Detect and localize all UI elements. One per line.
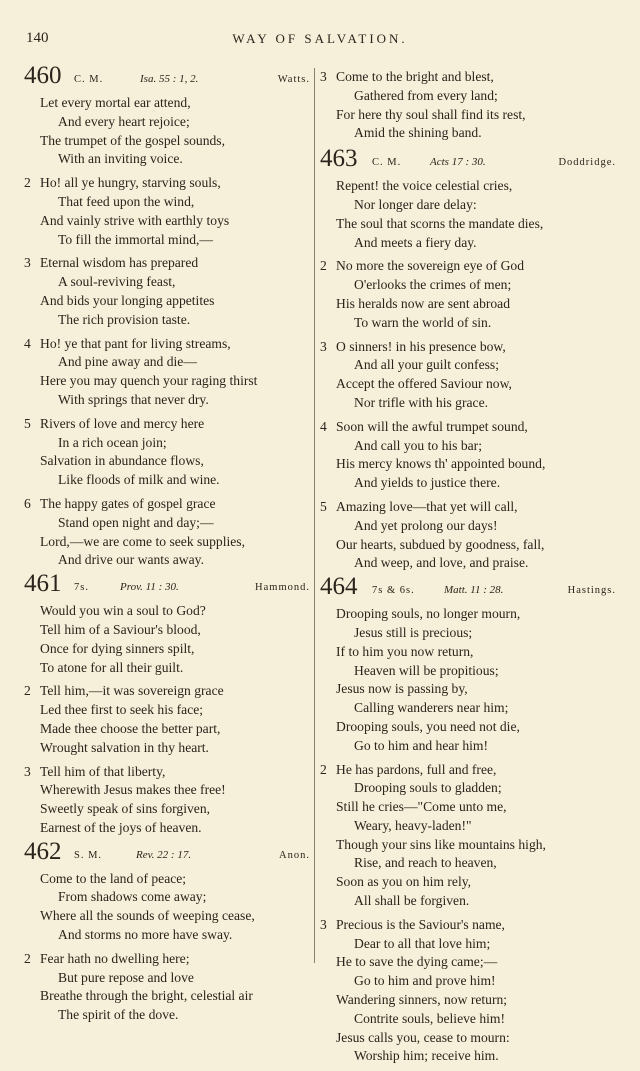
stanza-number: 2	[320, 258, 327, 274]
verse-line: O'erlooks the crimes of men;	[354, 277, 512, 293]
verse-line: Go to him and hear him!	[354, 737, 489, 753]
verse-line: His mercy knows th' appointed bound,	[336, 456, 546, 472]
verse-line: Rise, and reach to heaven,	[354, 855, 497, 871]
stanza	[320, 338, 616, 413]
verse-line: Stand open night and day;—	[58, 514, 214, 530]
right-column	[320, 68, 616, 1071]
stanza	[320, 177, 616, 252]
stanza	[320, 916, 616, 1066]
verse-line: Sweetly speak of sins forgiven,	[40, 801, 211, 817]
verse-line: And storms no more have sway.	[58, 927, 233, 943]
hymn-header	[320, 573, 616, 605]
verse-line: Worship him; receive him.	[354, 1048, 499, 1064]
verse-line: Earnest of the joys of heaven.	[40, 819, 202, 835]
verse-line: Wherewith Jesus makes thee free!	[40, 782, 226, 798]
hymn-meter: S. M.	[74, 849, 103, 861]
verse-line: And all your guilt confess;	[354, 357, 499, 373]
verse-line: Wrought salvation in thy heart.	[40, 739, 209, 755]
verse-line: 2 Ho! all ye hungry, starving souls,	[24, 174, 310, 193]
verse-line: Breathe through the bright, celestial air	[40, 988, 253, 1004]
hymn-463	[320, 145, 616, 573]
hymn-author: Hastings.	[567, 585, 616, 597]
verse-line: And pine away and die—	[58, 354, 197, 370]
verse-line: Tell him of a Saviour's blood,	[40, 621, 201, 637]
verse-line: 5 Rivers of love and mercy here	[24, 415, 310, 434]
hymn-464	[320, 573, 616, 1066]
stanza-number: 5	[24, 415, 31, 431]
scripture-reference: Isa. 55 : 1, 2.	[140, 73, 199, 85]
stanza	[320, 418, 616, 493]
stanza	[24, 602, 310, 677]
verse-line: Repent! the voice celestial cries,	[336, 178, 513, 194]
stanza-number: 3	[24, 763, 31, 779]
verse-line: The trumpet of the gospel sounds,	[40, 132, 225, 148]
verse-line: Let every mortal ear attend,	[40, 95, 191, 110]
verse-line: 4 Soon will the awful trumpet sound,	[320, 418, 616, 437]
hymn-number: 460	[24, 62, 62, 89]
verse-line: A soul-reviving feast,	[58, 274, 176, 290]
verse-line: Nor trifle with his grace.	[354, 394, 489, 410]
stanza-number: 2	[320, 761, 327, 777]
verse-line: And call you to his bar;	[354, 437, 482, 453]
verse-line: 3 O sinners! in his presence bow,	[320, 338, 616, 357]
verse-line: 5 Amazing love—that yet will call,	[320, 498, 616, 517]
verse-line: Salvation in abundance flows,	[40, 453, 204, 469]
verse-line: And vainly strive with earthly toys	[40, 212, 230, 228]
verse-line: And drive our wants away.	[58, 552, 204, 568]
verse-line: And every heart rejoice;	[58, 113, 190, 129]
hymn-author: Watts.	[277, 74, 310, 85]
stanza-number: 3	[320, 916, 327, 932]
stanza	[320, 605, 616, 755]
verse-line: 2 Fear hath no dwelling here;	[24, 950, 310, 969]
stanza-number: 4	[24, 335, 31, 351]
hymn-number: 462	[24, 837, 62, 865]
hymn-meter: C. M.	[74, 74, 104, 85]
verse-line: Jesus calls you, cease to mourn:	[336, 1029, 510, 1045]
column-divider	[314, 68, 315, 963]
stanza-number: 3	[24, 255, 31, 271]
verse-line: And yet prolong our days!	[354, 517, 498, 533]
verse-line: With springs that never dry.	[58, 391, 209, 407]
stanza	[24, 254, 310, 329]
hymn-header	[320, 145, 616, 177]
stanza	[320, 498, 616, 573]
verse-line: Go to him and prove him!	[354, 973, 496, 989]
verse-line: Still he cries—"Come unto me,	[336, 799, 507, 815]
verse-line: Lord,—we are come to seek supplies,	[40, 533, 245, 549]
hymn-author: Doddridge.	[558, 157, 616, 169]
stanza	[24, 415, 310, 490]
verse-line: That feed upon the wind,	[58, 193, 195, 209]
stanza-number: 2	[24, 950, 31, 966]
verse-line: Accept the offered Saviour now,	[336, 376, 512, 392]
stanza-number: 3	[320, 338, 327, 354]
stanza-number: 4	[320, 418, 327, 434]
verse-line: Soon as you on him rely,	[336, 874, 472, 890]
verse-line: Contrite souls, believe him!	[354, 1010, 506, 1026]
verse-line: The spirit of the dove.	[58, 1007, 179, 1023]
verse-line: Drooping souls, you need not die,	[336, 718, 520, 734]
verse-line: Though your sins like mountains high,	[336, 836, 546, 852]
stanza	[320, 761, 616, 911]
verse-line: Here you may quench your raging thirst	[40, 373, 258, 389]
hymn-author: Hammond.	[255, 582, 310, 594]
verse-line: And meets a fiery day.	[354, 234, 477, 250]
verse-line: For here thy soul shall find its rest,	[336, 106, 526, 122]
verse-line: The rich provision taste.	[58, 311, 191, 327]
verse-line: 3 Eternal wisdom has prepared	[24, 254, 310, 273]
verse-line: Jesus still is precious;	[354, 624, 473, 640]
verse-line: Heaven will be propitious;	[354, 662, 499, 678]
verse-line: His heralds now are sent abroad	[336, 295, 511, 311]
hymn-460	[24, 62, 310, 570]
stanza-number: 3	[320, 69, 327, 84]
stanza	[24, 94, 310, 169]
stanza	[24, 174, 310, 249]
verse-line: 3 Come to the bright and blest,	[320, 68, 616, 87]
verse-line: Like floods of milk and wine.	[58, 472, 220, 488]
verse-line: And weep, and love, and praise.	[354, 555, 529, 571]
verse-line: 2 He has pardons, full and free,	[320, 761, 616, 780]
verse-line: Weary, heavy-laden!"	[354, 817, 472, 833]
verse-line: 3 Precious is the Saviour's name,	[320, 916, 616, 935]
page-number: 140	[26, 30, 49, 46]
scripture-reference: Rev. 22 : 17.	[136, 848, 192, 861]
verse-line: 3 Tell him of that liberty,	[24, 763, 310, 782]
hymn-author: Anon.	[279, 849, 310, 861]
page-header	[26, 30, 614, 50]
verse-line: To warn the world of sin.	[354, 314, 492, 330]
verse-line: Led thee first to seek his face;	[40, 702, 204, 718]
stanza	[24, 335, 310, 410]
stanza	[320, 68, 616, 143]
verse-line: Calling wanderers near him;	[354, 700, 509, 716]
verse-line: Wandering sinners, now return;	[336, 992, 508, 1008]
verse-line: The soul that scorns the mandate dies,	[336, 215, 544, 231]
stanza	[320, 257, 616, 332]
verse-line: To fill the immortal mind,—	[58, 231, 213, 247]
left-column	[24, 62, 310, 1030]
verse-line: And yields to justice there.	[354, 475, 501, 491]
stanza-number: 2	[24, 175, 31, 191]
stanza-number: 2	[24, 683, 31, 699]
verse-line: 2 Tell him,—it was sovereign grace	[24, 682, 310, 701]
verse-line: Made thee choose the better part,	[40, 720, 221, 736]
hymn-number: 464	[320, 573, 358, 601]
verse-line: Jesus now is passing by,	[336, 681, 468, 697]
hymn-461	[24, 570, 310, 838]
verse-line: From shadows come away;	[58, 889, 207, 905]
hymn-header	[24, 62, 310, 94]
hymn-number: 461	[24, 570, 62, 598]
verse-line: Where all the sounds of weeping cease,	[40, 908, 255, 924]
verse-line: With an inviting voice.	[58, 151, 183, 167]
verse-line: Drooping souls to gladden;	[354, 780, 502, 796]
hymn-number: 463	[320, 145, 358, 173]
verse-line: Come to the land of peace;	[40, 870, 187, 886]
verse-line: Would you win a soul to God?	[40, 603, 206, 619]
verse-line: Once for dying sinners spilt,	[40, 640, 195, 656]
hymn-meter: C. M.	[372, 157, 402, 169]
stanza	[24, 763, 310, 838]
running-title: WAY OF SALVATION.	[232, 31, 408, 46]
verse-line: All shall be forgiven.	[354, 893, 470, 909]
scripture-reference: Prov. 11 : 30.	[120, 581, 179, 594]
hymn-header	[24, 837, 310, 870]
stanza	[24, 682, 310, 757]
verse-line: Our hearts, subdued by goodness, fall,	[336, 536, 545, 552]
stanza	[24, 950, 310, 1025]
verse-line: He to save the dying came;—	[336, 954, 498, 970]
verse-line: And bids your longing appetites	[40, 292, 215, 308]
hymn-meter: 7s & 6s.	[372, 585, 415, 597]
hymn-462	[24, 837, 310, 1025]
hymn-meter: 7s.	[74, 582, 89, 594]
verse-line: 4 Ho! ye that pant for living streams,	[24, 335, 310, 354]
verse-line: Gathered from every land;	[354, 87, 498, 103]
verse-line: 2 No more the sovereign eye of God	[320, 257, 616, 276]
verse-line: In a rich ocean join;	[58, 434, 167, 450]
verse-line: Drooping souls, no longer mourn,	[336, 606, 521, 622]
verse-line: But pure repose and love	[58, 969, 194, 985]
verse-line: If to him you now return,	[336, 643, 474, 659]
scripture-reference: Matt. 11 : 28.	[444, 584, 504, 597]
stanza-number: 6	[24, 495, 31, 511]
verse-line: To atone for all their guilt.	[40, 659, 184, 675]
verse-line: Dear to all that love him;	[354, 935, 491, 951]
verse-line: 6 The happy gates of gospel grace	[24, 495, 310, 514]
stanza-number: 5	[320, 498, 327, 514]
scripture-reference: Acts 17 : 30.	[430, 156, 486, 169]
verse-line: Amid the shining band.	[354, 125, 482, 141]
hymn-header	[24, 570, 310, 602]
stanza	[24, 870, 310, 945]
stanza	[24, 495, 310, 570]
verse-line: Nor longer dare delay:	[354, 196, 477, 212]
